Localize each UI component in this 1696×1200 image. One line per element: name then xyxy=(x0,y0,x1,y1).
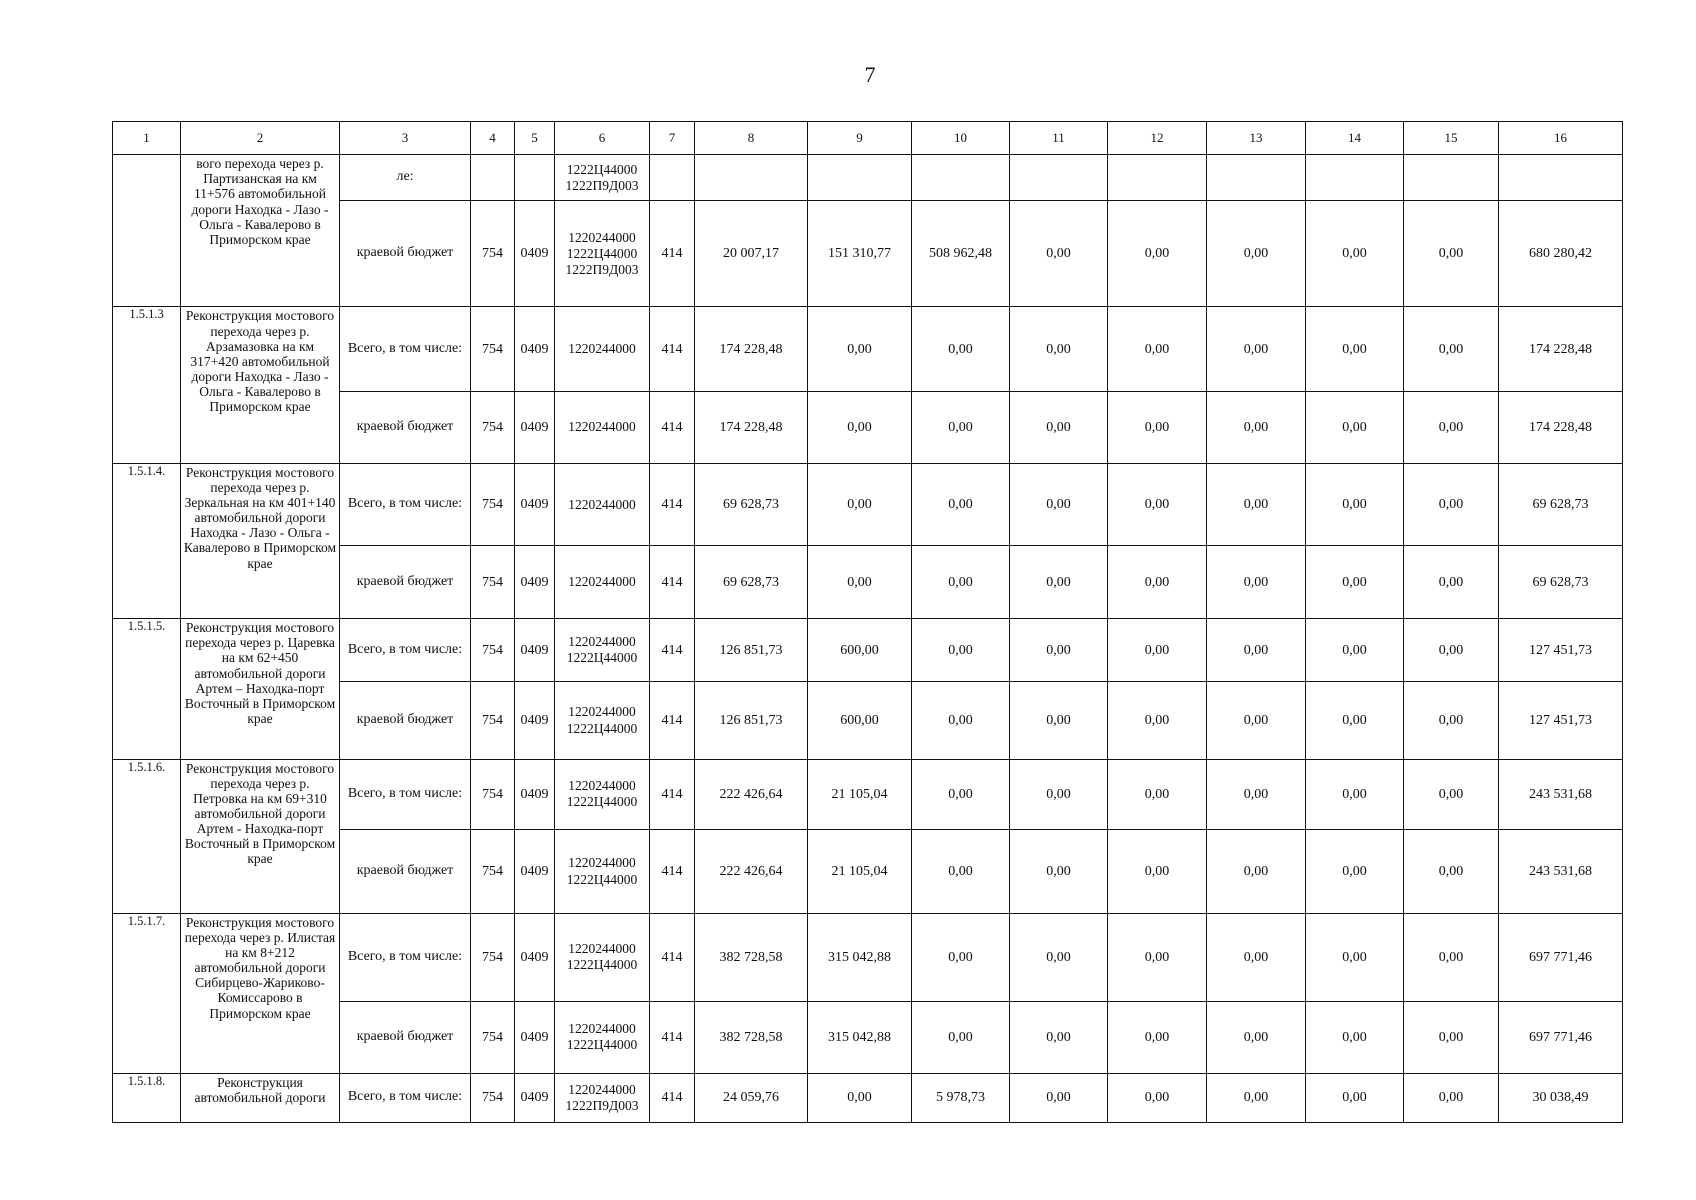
item-name: Реконструкция мостового перехода через р. Илистая на км 8+212 автомобильной дороги Сибирцево-Жариково-Комиссарово в Приморском крае xyxy=(181,913,340,1073)
cell-c11: 0,00 xyxy=(1010,759,1108,830)
cell-c8: 126 851,73 xyxy=(695,619,808,682)
cell-c11: 0,00 xyxy=(1010,1001,1108,1073)
cell-c8: 174 228,48 xyxy=(695,392,808,464)
item-name: Реконструкция мостового перехода через р. Арзамазовка на км 317+420 автомобильной дороги Находка - Лазо - Ольга - Кавалерово в Приморском крае xyxy=(181,307,340,463)
item-name: Реконструкция мостового перехода через р. Царевка на км 62+450 автомобильной дороги Артем – Находка-порт Восточный в Приморском крае xyxy=(181,619,340,759)
funding-source: Всего, в том числе: xyxy=(340,913,471,1001)
cell-c11: 0,00 xyxy=(1010,392,1108,464)
cell-c5: 0409 xyxy=(515,759,555,830)
cell-c14: 0,00 xyxy=(1306,619,1404,682)
cell-c16: 30 038,49 xyxy=(1499,1073,1623,1122)
cell-c9: 600,00 xyxy=(808,682,912,759)
cell-c10: 0,00 xyxy=(912,1001,1010,1073)
cell-c10: 0,00 xyxy=(912,913,1010,1001)
cell-c8: 382 728,58 xyxy=(695,1001,808,1073)
column-header: 5 xyxy=(515,122,555,155)
item-code xyxy=(113,155,181,307)
cell-c7: 414 xyxy=(650,759,695,830)
column-header: 10 xyxy=(912,122,1010,155)
cell-c10: 0,00 xyxy=(912,392,1010,464)
cell-c7: 414 xyxy=(650,463,695,546)
cell-c4: 754 xyxy=(471,619,515,682)
cell-c5: 0409 xyxy=(515,392,555,464)
item-code: 1.5.1.4. xyxy=(113,463,181,618)
cell-c5: 0409 xyxy=(515,913,555,1001)
cell-c7: 414 xyxy=(650,830,695,914)
cell-c6: 1220244000 1222Ц44000 xyxy=(555,619,650,682)
column-header: 2 xyxy=(181,122,340,155)
cell-c16: 697 771,46 xyxy=(1499,1001,1623,1073)
cell-c8: 24 059,76 xyxy=(695,1073,808,1122)
cell-c4: 754 xyxy=(471,201,515,307)
cell-c9: 0,00 xyxy=(808,1073,912,1122)
cell-c14: 0,00 xyxy=(1306,307,1404,392)
table-body xyxy=(113,122,1623,1123)
cell-c15: 0,00 xyxy=(1404,546,1499,619)
item-code: 1.5.1.7. xyxy=(113,913,181,1073)
cell-c14: 0,00 xyxy=(1306,759,1404,830)
cell-c8: 20 007,17 xyxy=(695,201,808,307)
table-row xyxy=(113,463,1623,546)
table-row xyxy=(113,1073,1623,1122)
cell-c16: 243 531,68 xyxy=(1499,759,1623,830)
column-header: 12 xyxy=(1108,122,1207,155)
cell-c13: 0,00 xyxy=(1207,913,1306,1001)
column-header: 9 xyxy=(808,122,912,155)
cell-c11: 0,00 xyxy=(1010,913,1108,1001)
cell-c4: 754 xyxy=(471,682,515,759)
cell-c7: 414 xyxy=(650,546,695,619)
cell-c12: 0,00 xyxy=(1108,619,1207,682)
cell-c9: 21 105,04 xyxy=(808,759,912,830)
funding-source: краевой бюджет xyxy=(340,201,471,307)
item-name: Реконструкция мостового перехода через р. Петровка на км 69+310 автомобильной дороги Артем - Находка-порт Восточный в Приморском крае xyxy=(181,759,340,913)
cell-c5 xyxy=(515,155,555,201)
cell-c10 xyxy=(912,155,1010,201)
cell-c6: 1220244000 1222Ц44000 xyxy=(555,682,650,759)
cell-c16: 69 628,73 xyxy=(1499,546,1623,619)
cell-c4: 754 xyxy=(471,759,515,830)
funding-source: краевой бюджет xyxy=(340,392,471,464)
cell-c13: 0,00 xyxy=(1207,307,1306,392)
funding-source: краевой бюджет xyxy=(340,830,471,914)
cell-c8: 174 228,48 xyxy=(695,307,808,392)
cell-c10: 5 978,73 xyxy=(912,1073,1010,1122)
cell-c14: 0,00 xyxy=(1306,392,1404,464)
column-header: 8 xyxy=(695,122,808,155)
cell-c5: 0409 xyxy=(515,1001,555,1073)
column-header: 16 xyxy=(1499,122,1623,155)
table-row xyxy=(113,1001,1623,1073)
cell-c11: 0,00 xyxy=(1010,463,1108,546)
cell-c15: 0,00 xyxy=(1404,759,1499,830)
cell-c15: 0,00 xyxy=(1404,1001,1499,1073)
cell-c11: 0,00 xyxy=(1010,619,1108,682)
cell-c13: 0,00 xyxy=(1207,546,1306,619)
table-row xyxy=(113,307,1623,392)
cell-c7: 414 xyxy=(650,1001,695,1073)
cell-c8: 69 628,73 xyxy=(695,463,808,546)
cell-c15: 0,00 xyxy=(1404,830,1499,914)
cell-c10: 0,00 xyxy=(912,830,1010,914)
item-code: 1.5.1.5. xyxy=(113,619,181,759)
cell-c15: 0,00 xyxy=(1404,619,1499,682)
cell-c13: 0,00 xyxy=(1207,682,1306,759)
cell-c12: 0,00 xyxy=(1108,1073,1207,1122)
cell-c4 xyxy=(471,155,515,201)
cell-c6: 1220244000 1222Ц44000 1222П9Д003 xyxy=(555,201,650,307)
cell-c8: 222 426,64 xyxy=(695,759,808,830)
cell-c11: 0,00 xyxy=(1010,201,1108,307)
cell-c16: 127 451,73 xyxy=(1499,682,1623,759)
cell-c14: 0,00 xyxy=(1306,913,1404,1001)
cell-c10: 0,00 xyxy=(912,546,1010,619)
cell-c9: 315 042,88 xyxy=(808,913,912,1001)
cell-c13: 0,00 xyxy=(1207,619,1306,682)
cell-c6: 1220244000 1222Ц44000 xyxy=(555,913,650,1001)
cell-c6: 1220244000 xyxy=(555,307,650,392)
page-number: 7 xyxy=(864,62,876,87)
cell-c11: 0,00 xyxy=(1010,682,1108,759)
cell-c14: 0,00 xyxy=(1306,201,1404,307)
cell-c12: 0,00 xyxy=(1108,1001,1207,1073)
cell-c13: 0,00 xyxy=(1207,830,1306,914)
cell-c12: 0,00 xyxy=(1108,546,1207,619)
cell-c9: 600,00 xyxy=(808,619,912,682)
cell-c7: 414 xyxy=(650,682,695,759)
cell-c7: 414 xyxy=(650,392,695,464)
cell-c12: 0,00 xyxy=(1108,463,1207,546)
column-header: 13 xyxy=(1207,122,1306,155)
cell-c14: 0,00 xyxy=(1306,546,1404,619)
cell-c5: 0409 xyxy=(515,830,555,914)
cell-c16: 174 228,48 xyxy=(1499,307,1623,392)
cell-c8: 382 728,58 xyxy=(695,913,808,1001)
cell-c9: 0,00 xyxy=(808,307,912,392)
cell-c8: 69 628,73 xyxy=(695,546,808,619)
item-code: 1.5.1.8. xyxy=(113,1073,181,1122)
item-code: 1.5.1.3 xyxy=(113,307,181,463)
cell-c9: 0,00 xyxy=(808,463,912,546)
cell-c7: 414 xyxy=(650,619,695,682)
item-name: Реконструкция мостового перехода через р. Зеркальная на км 401+140 автомобильной дороги Находка - Лазо - Ольга - Кавалерово в Приморском крае xyxy=(181,463,340,618)
cell-c6: 1220244000 xyxy=(555,463,650,546)
table-row xyxy=(113,546,1623,619)
funding-source: краевой бюджет xyxy=(340,546,471,619)
cell-c6: 1222Ц44000 1222П9Д003 xyxy=(555,155,650,201)
table-row xyxy=(113,619,1623,682)
cell-c6: 1220244000 xyxy=(555,392,650,464)
column-header: 4 xyxy=(471,122,515,155)
cell-c4: 754 xyxy=(471,546,515,619)
table-row xyxy=(113,155,1623,201)
cell-c16: 174 228,48 xyxy=(1499,392,1623,464)
table-row xyxy=(113,392,1623,464)
cell-c6: 1220244000 xyxy=(555,546,650,619)
cell-c12: 0,00 xyxy=(1108,201,1207,307)
cell-c14: 0,00 xyxy=(1306,830,1404,914)
cell-c12: 0,00 xyxy=(1108,307,1207,392)
cell-c15 xyxy=(1404,155,1499,201)
cell-c11: 0,00 xyxy=(1010,546,1108,619)
cell-c12 xyxy=(1108,155,1207,201)
cell-c13 xyxy=(1207,155,1306,201)
cell-c10: 508 962,48 xyxy=(912,201,1010,307)
cell-c5: 0409 xyxy=(515,619,555,682)
cell-c16: 697 771,46 xyxy=(1499,913,1623,1001)
cell-c16: 680 280,42 xyxy=(1499,201,1623,307)
funding-source: краевой бюджет xyxy=(340,1001,471,1073)
cell-c6: 1220244000 1222П9Д003 xyxy=(555,1073,650,1122)
funding-source: Всего, в том числе: xyxy=(340,759,471,830)
cell-c13: 0,00 xyxy=(1207,392,1306,464)
cell-c9: 151 310,77 xyxy=(808,201,912,307)
budget-table xyxy=(112,121,1623,1123)
cell-c8 xyxy=(695,155,808,201)
item-name: Реконструкция автомобильной дороги xyxy=(181,1073,340,1122)
cell-c12: 0,00 xyxy=(1108,913,1207,1001)
column-header: 14 xyxy=(1306,122,1404,155)
cell-c6: 1220244000 1222Ц44000 xyxy=(555,1001,650,1073)
cell-c15: 0,00 xyxy=(1404,463,1499,546)
cell-c7: 414 xyxy=(650,913,695,1001)
cell-c11: 0,00 xyxy=(1010,1073,1108,1122)
cell-c4: 754 xyxy=(471,307,515,392)
column-header: 7 xyxy=(650,122,695,155)
cell-c12: 0,00 xyxy=(1108,830,1207,914)
cell-c10: 0,00 xyxy=(912,619,1010,682)
cell-c16: 243 531,68 xyxy=(1499,830,1623,914)
funding-source: Всего, в том числе: xyxy=(340,463,471,546)
cell-c5: 0409 xyxy=(515,546,555,619)
cell-c4: 754 xyxy=(471,463,515,546)
table-row xyxy=(113,201,1623,307)
cell-c4: 754 xyxy=(471,392,515,464)
cell-c15: 0,00 xyxy=(1404,307,1499,392)
cell-c7 xyxy=(650,155,695,201)
cell-c14 xyxy=(1306,155,1404,201)
cell-c15: 0,00 xyxy=(1404,682,1499,759)
cell-c15: 0,00 xyxy=(1404,392,1499,464)
cell-c11: 0,00 xyxy=(1010,307,1108,392)
cell-c6: 1220244000 1222Ц44000 xyxy=(555,830,650,914)
cell-c5: 0409 xyxy=(515,307,555,392)
table-row xyxy=(113,830,1623,914)
item-code: 1.5.1.6. xyxy=(113,759,181,913)
column-header: 11 xyxy=(1010,122,1108,155)
cell-c5: 0409 xyxy=(515,201,555,307)
cell-c16 xyxy=(1499,155,1623,201)
cell-c10: 0,00 xyxy=(912,307,1010,392)
item-name: вого перехода через р. Партизанская на км 11+576 автомобильной дороги Находка - Лазо - Ольга - Кавалерово в Приморском крае xyxy=(181,155,340,307)
cell-c13: 0,00 xyxy=(1207,759,1306,830)
cell-c16: 127 451,73 xyxy=(1499,619,1623,682)
cell-c5: 0409 xyxy=(515,463,555,546)
cell-c6: 1220244000 1222Ц44000 xyxy=(555,759,650,830)
cell-c10: 0,00 xyxy=(912,682,1010,759)
cell-c14: 0,00 xyxy=(1306,463,1404,546)
cell-c12: 0,00 xyxy=(1108,392,1207,464)
cell-c4: 754 xyxy=(471,830,515,914)
table-row xyxy=(113,682,1623,759)
funding-source: краевой бюджет xyxy=(340,682,471,759)
cell-c13: 0,00 xyxy=(1207,463,1306,546)
table-row xyxy=(113,759,1623,830)
funding-source: Всего, в том числе: xyxy=(340,307,471,392)
cell-c7: 414 xyxy=(650,1073,695,1122)
column-number-row xyxy=(113,122,1623,155)
cell-c15: 0,00 xyxy=(1404,913,1499,1001)
cell-c8: 222 426,64 xyxy=(695,830,808,914)
cell-c9: 315 042,88 xyxy=(808,1001,912,1073)
cell-c5: 0409 xyxy=(515,1073,555,1122)
column-header: 6 xyxy=(555,122,650,155)
cell-c15: 0,00 xyxy=(1404,201,1499,307)
cell-c4: 754 xyxy=(471,1073,515,1122)
funding-source: Всего, в том числе: xyxy=(340,619,471,682)
funding-source: Всего, в том числе: xyxy=(340,1073,471,1122)
cell-c10: 0,00 xyxy=(912,463,1010,546)
cell-c9: 0,00 xyxy=(808,546,912,619)
cell-c9: 21 105,04 xyxy=(808,830,912,914)
cell-c8: 126 851,73 xyxy=(695,682,808,759)
column-header: 15 xyxy=(1404,122,1499,155)
cell-c15: 0,00 xyxy=(1404,1073,1499,1122)
cell-c14: 0,00 xyxy=(1306,1001,1404,1073)
cell-c7: 414 xyxy=(650,307,695,392)
funding-source: ле: xyxy=(340,155,471,201)
cell-c11 xyxy=(1010,155,1108,201)
cell-c5: 0409 xyxy=(515,682,555,759)
cell-c14: 0,00 xyxy=(1306,1073,1404,1122)
column-header: 1 xyxy=(113,122,181,155)
cell-c13: 0,00 xyxy=(1207,1001,1306,1073)
cell-c16: 69 628,73 xyxy=(1499,463,1623,546)
column-header: 3 xyxy=(340,122,471,155)
cell-c12: 0,00 xyxy=(1108,682,1207,759)
cell-c4: 754 xyxy=(471,913,515,1001)
cell-c13: 0,00 xyxy=(1207,201,1306,307)
cell-c9: 0,00 xyxy=(808,392,912,464)
cell-c13: 0,00 xyxy=(1207,1073,1306,1122)
table-row xyxy=(113,913,1623,1001)
cell-c10: 0,00 xyxy=(912,759,1010,830)
cell-c11: 0,00 xyxy=(1010,830,1108,914)
cell-c14: 0,00 xyxy=(1306,682,1404,759)
cell-c12: 0,00 xyxy=(1108,759,1207,830)
cell-c4: 754 xyxy=(471,1001,515,1073)
cell-c7: 414 xyxy=(650,201,695,307)
cell-c9 xyxy=(808,155,912,201)
